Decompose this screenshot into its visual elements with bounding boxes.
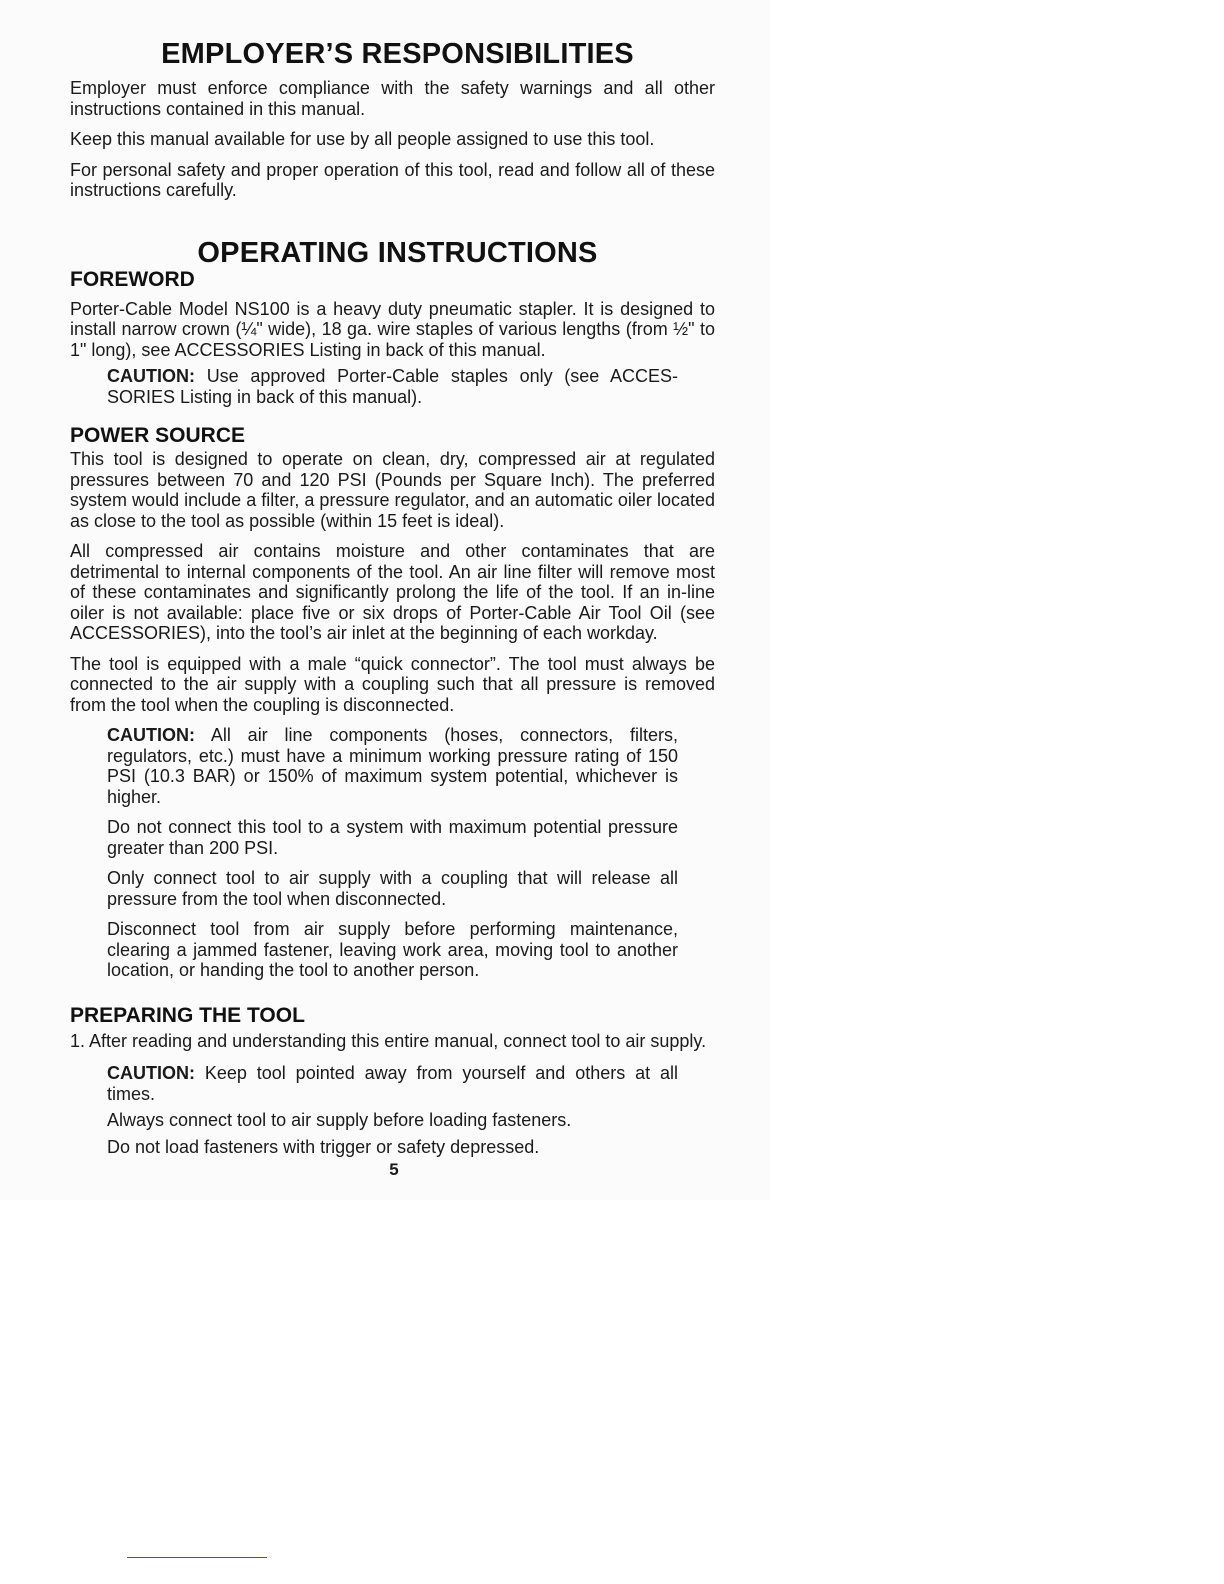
power-source-caution-text: All air line components (hoses, connectors, filters, regulators, etc.) must have a minimum working pressure rating of 150 PSI (10.3 BAR) or 150% of maximum system potential, whichever is higher.	[107, 725, 678, 807]
preparing-step-1: 1. After reading and understanding this entire manual, connect tool to air supply.	[70, 1030, 707, 1051]
power-source-paragraph-3: The tool is equipped with a male “quick connector”. The tool must always be connected to the air supply with a coupling such that all pressure is removed from the tool when the coupling is disconnected.	[70, 653, 715, 715]
footer-rule	[127, 1557, 267, 1558]
text-column	[70, 36, 715, 1157]
power-source-note-3: Disconnect tool from air supply before performing maintenance, clearing a jammed fastener, leaving work area, moving tool to another location, or handing the tool to another person.	[107, 919, 678, 980]
employer-paragraph-3: For personal safety and proper operation of this tool, read and follow all of these instructions carefully.	[70, 159, 715, 200]
power-source-note-2: Only connect tool to air supply with a coupling that will release all pressure from the tool when disconnected.	[107, 868, 678, 909]
preparing-caution	[107, 1063, 678, 1104]
power-source-caution	[107, 725, 678, 807]
power-source-paragraph-2: All compressed air contains moisture and other contaminates that are detrimental to internal components of the tool. An air line filter will remove most of these contaminates and significantly prolong the life of the tool. If an in-line oiler is not available: place five or six drops of Porter-Cable Air Tool Oil (see ACCESSORIES), into the tool’s air inlet at the beginning of each workday.	[70, 541, 715, 643]
foreword-caution-text: Use approved Porter-Cable staples only (see ACCES-SORIES Listing in back of this manual).	[107, 366, 678, 407]
caution-label: CAUTION:	[107, 725, 195, 745]
power-source-note-1: Do not connect this tool to a system with maximum potential pressure greater than 200 PSI.	[107, 817, 678, 858]
power-source-paragraph-1: This tool is designed to operate on clean, dry, compressed air at regulated pressures between 70 and 120 PSI (Pounds per Square Inch). The preferred system would include a filter, a pressure regulator, and an automatic oiler located as close to the tool as possible (within 15 feet is ideal).	[70, 449, 715, 531]
foreword-heading: FOREWORD	[70, 267, 195, 291]
employer-responsibilities-heading: EMPLOYER’S RESPONSIBILITIES	[161, 38, 634, 70]
employer-paragraph-1: Employer must enforce compliance with the safety warnings and all other instructions contained in this manual.	[70, 78, 715, 119]
power-source-heading: POWER SOURCE	[70, 424, 246, 447]
caution-label: CAUTION:	[107, 1063, 195, 1083]
preparing-note-2: Do not load fasteners with trigger or safety depressed.	[107, 1136, 540, 1157]
caution-label: CAUTION:	[107, 366, 195, 386]
preparing-tool-heading: PREPARING THE TOOL	[70, 1003, 305, 1027]
preparing-note-1: Always connect tool to air supply before loading fasteners.	[107, 1110, 572, 1130]
page-number: 5	[389, 1160, 399, 1179]
employer-paragraph-2: Keep this manual available for use by all people assigned to use this tool.	[70, 129, 655, 149]
foreword-paragraph: Porter-Cable Model NS100 is a heavy duty pneumatic stapler. It is designed to install narrow crown (¼" wide), 18 ga. wire staples of various lengths (from ½" to 1" long), see ACCESSORIES Listing in back of this manual.	[70, 298, 715, 360]
foreword-caution	[107, 366, 678, 407]
preparing-caution-text: Keep tool pointed away from yourself and others at all times.	[107, 1063, 678, 1104]
operating-instructions-heading: OPERATING INSTRUCTIONS	[197, 236, 598, 269]
